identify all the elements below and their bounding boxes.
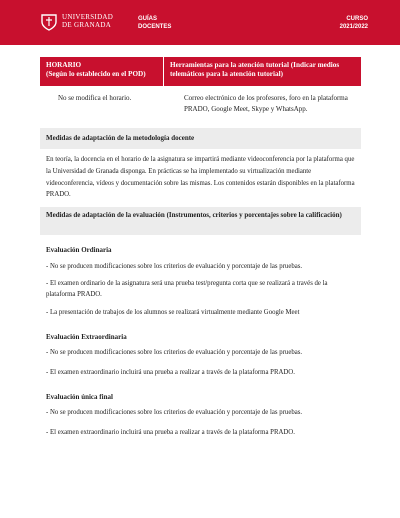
unica-item: - El examen extraordinario incluirá una prueba a realizar a través de la plataforma PRADO. xyxy=(46,429,295,436)
schedule-header: HORARIO xyxy=(46,61,82,69)
extraordinaria-item: - El examen extraordinario incluirá una prueba a realizar a través de la plataforma PRADO. xyxy=(46,369,295,376)
schedule-value: No se modifica el horario. xyxy=(58,94,132,102)
guias-line1: GUÍAS xyxy=(138,16,158,22)
unica-item: - No se producen modificaciones sobre los criterios de evaluación y porcentaje de las pruebas. xyxy=(46,409,303,416)
curso-year: 2021/2022 xyxy=(339,24,368,30)
university-crest-icon xyxy=(40,12,58,32)
ordinaria-item: - La presentación de trabajos de los alumnos se realizará virtualmente mediante Google Meet xyxy=(46,309,300,316)
curso-label: CURSO xyxy=(346,16,368,22)
extraordinaria-title: Evaluación Extraordinaria xyxy=(46,333,127,341)
evaluation-title: Medidas de adaptación de la evaluación (Instrumentos, criterios y porcentajes sobre la calificación) xyxy=(40,207,361,235)
university-name-line1: UNIVERSIDAD xyxy=(62,13,114,21)
schedule-subheader: (Según lo establecido en el POD) xyxy=(46,70,146,78)
schedule-value-cell xyxy=(40,86,164,128)
methodology-text: En teoría, la docencia en el horario de la asignatura se impartirá mediante videoconferencia por la plataforma que la Universidad de Granada disponga. En prácticas se ha implementado su virtualización mediante videoconferencia, vídeos y documentación sobre las mismas. Los contenidos estarán disponibles en la plataforma PRADO. xyxy=(46,156,355,199)
page-content xyxy=(40,57,361,438)
tools-header-cell xyxy=(164,57,361,86)
ordinaria-title: Evaluación Ordinaria xyxy=(46,246,112,254)
ordinaria-item: - No se producen modificaciones sobre los criterios de evaluación y porcentaje de las pruebas. xyxy=(46,263,303,270)
extraordinaria-item: - No se producen modificaciones sobre los criterios de evaluación y porcentaje de las pruebas. xyxy=(46,349,303,356)
guias-line2: DOCENTES xyxy=(138,24,172,30)
tools-value: Correo electrónico de los profesores, foro en la plataforma PRADO, Google Meet, Skype y WhatsApp. xyxy=(184,94,348,113)
methodology-title: Medidas de adaptación de la metodología docente xyxy=(40,128,361,149)
tools-value-cell xyxy=(164,86,361,128)
tutorial-table-header xyxy=(40,57,361,86)
ordinaria-item: - El examen ordinario de la asignatura será una prueba test/pregunta corta que se realizará a través de la plataforma PRADO. xyxy=(46,280,328,298)
university-name xyxy=(62,13,113,29)
guias-docentes xyxy=(138,15,171,31)
unica-title: Evaluación única final xyxy=(46,393,113,401)
schedule-header-cell xyxy=(40,57,164,86)
tutorial-table-row xyxy=(40,86,361,128)
page-header xyxy=(0,0,400,45)
tools-header: Herramientas para la atención tutorial (Indicar medios telemáticos para la atención tutorial) xyxy=(170,61,340,78)
course-year xyxy=(340,15,368,31)
university-name-line2: DE GRANADA xyxy=(62,21,112,29)
